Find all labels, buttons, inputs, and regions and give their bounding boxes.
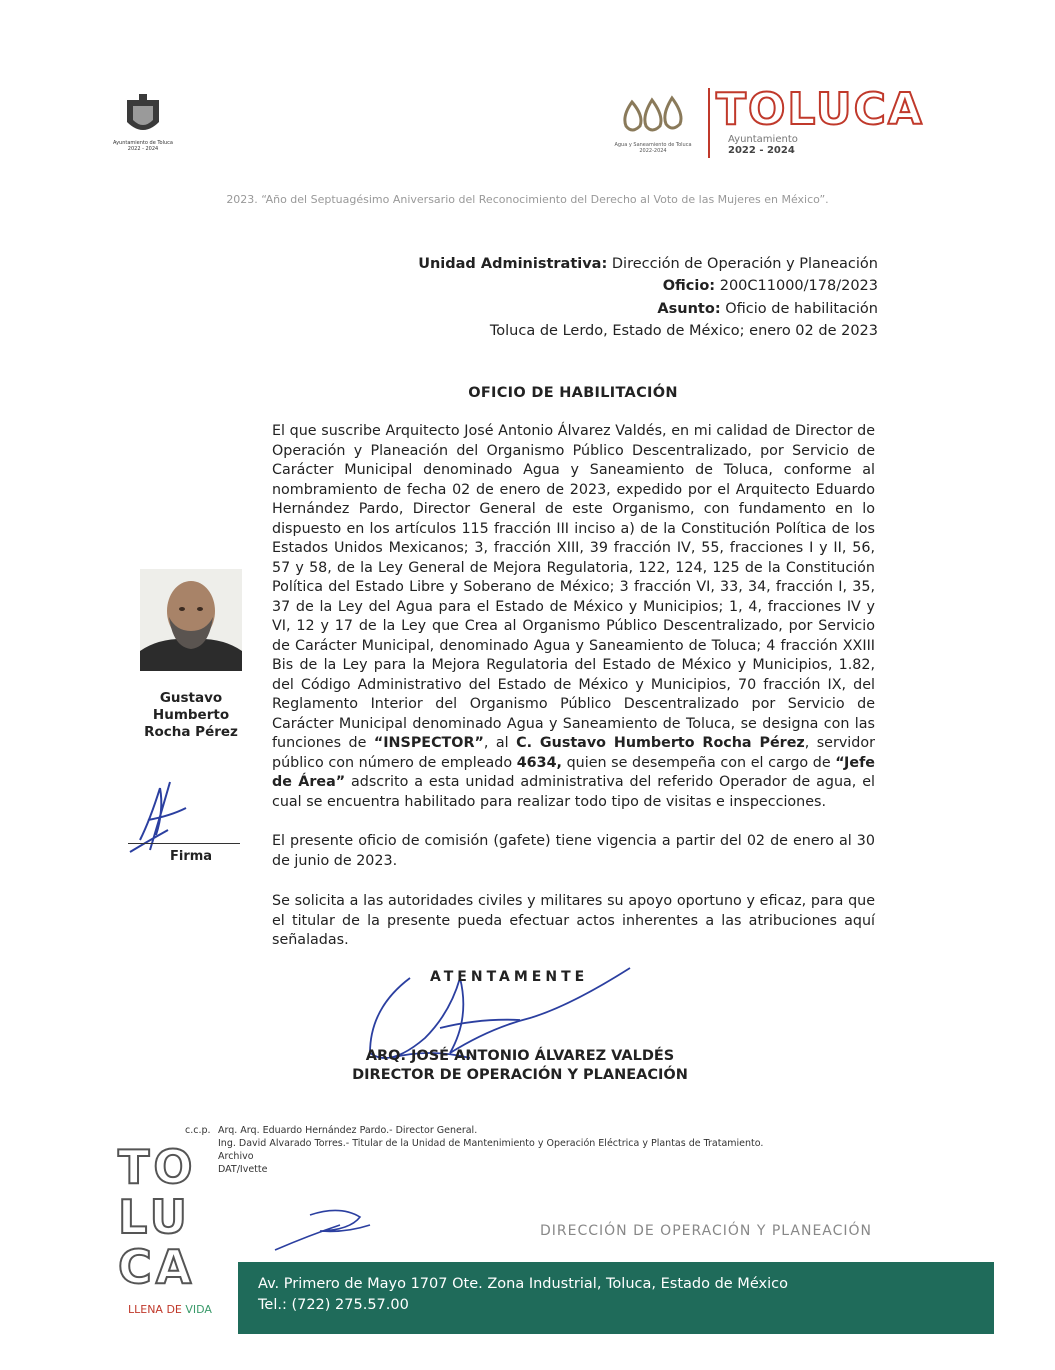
initials-signature — [270, 1195, 380, 1255]
tagline-part-3: VIDA — [185, 1303, 212, 1316]
atentamente-label: ATENTAMENTE — [430, 969, 589, 985]
footer-address: Av. Primero de Mayo 1707 Ote. Zona Industrial, Toluca, Estado de México — [258, 1276, 788, 1292]
place-date: Toluca de Lerdo, Estado de México; enero 02 de 2023 — [489, 323, 878, 339]
p1-text-c: , al — [483, 735, 517, 751]
toluca-ayuntamiento-logo — [716, 84, 926, 158]
firma-label: Firma — [170, 849, 213, 864]
footer-phone: Tel.: (722) 275.57.00 — [258, 1297, 409, 1313]
unidad-line — [418, 256, 878, 272]
asunto-value: Oficio de habilitación — [725, 301, 878, 317]
p1-role-inspector: “INSPECTOR” — [373, 735, 484, 751]
ccp-block — [185, 1124, 763, 1176]
signature-line — [128, 843, 240, 844]
logo-left-caption: Ayuntamiento de Toluca 2022 - 2024 — [113, 140, 173, 152]
water-drops-icon — [618, 92, 688, 138]
footer-department: DIRECCIÓN DE OPERACIÓN Y PLANEACIÓN — [540, 1223, 873, 1239]
agua-saneamiento-logo — [608, 92, 698, 158]
big-logo-row-2: LU — [118, 1190, 192, 1244]
director-name: ARQ. JOSÉ ANTONIO ÁLVAREZ VALDÉS — [365, 1048, 675, 1064]
oficio-value: 200C11000/178/2023 — [719, 278, 878, 294]
p1-text-g: quien se desempeña con el cargo de — [561, 754, 836, 771]
toluca-wordmark: TOLUCA — [716, 84, 924, 135]
body-paragraph-1 — [272, 422, 875, 812]
tagline-part-2: DE — [162, 1303, 186, 1316]
unidad-label: Unidad Administrativa: — [418, 256, 608, 272]
ccp-line-2: Ing. David Alvarado Torres.- Titular de la Unidad de Mantenimiento y Operación Eléctrica y Plantas de Tratamiento. — [218, 1138, 764, 1149]
unidad-value: Dirección de Operación y Planeación — [611, 256, 878, 272]
logo-divider — [708, 88, 710, 158]
director-role: DIRECTOR DE OPERACIÓN Y PLANEACIÓN — [352, 1067, 688, 1083]
body-paragraph-3: Se solicita a las autoridades civiles y militares su apoyo oportuno y eficaz, para que el titular de la presente pueda efectuar actos inherentes a las atribuciones aquí señaladas. — [272, 893, 875, 948]
ccp-line-3: Archivo — [218, 1151, 254, 1162]
inspector-photo — [140, 569, 242, 671]
toluca-logo-years: 2022 - 2024 — [728, 145, 795, 156]
person-photo-icon — [140, 569, 242, 671]
tagline — [128, 1303, 212, 1316]
big-logo-row-1: TO — [118, 1140, 197, 1194]
year-motto: 2023. “Año del Septuagésimo Aniversario del Reconocimiento del Derecho al Voto de las Mujeres en México”. — [226, 193, 829, 206]
p1-text-e: , servidor público con número de empleado — [272, 735, 875, 771]
p1-employee-name: C. Gustavo Humberto Rocha Pérez — [516, 735, 805, 751]
document-title: OFICIO DE HABILITACIÓN — [468, 385, 678, 401]
logo-caas-caption: Agua y Saneamiento de Toluca 2022-2024 — [614, 142, 692, 154]
ccp-line-4: DAT/Ivette — [218, 1164, 268, 1175]
director-block — [330, 1047, 710, 1085]
tagline-part-1: LLENA — [128, 1303, 163, 1316]
inspector-name — [140, 690, 242, 741]
inspector-name-line3: Rocha Pérez — [144, 724, 238, 740]
p1-position: “Jefe de Área” — [272, 754, 875, 790]
inspector-name-line2: Humberto — [152, 707, 230, 723]
p1-text-a: El que suscribe Arquitecto José Antonio Álvarez Valdés, en mi calidad de Director de Operación y Planeación del Organismo Público Descentralizado, por Servicio de Carácter Municipal denominado Agua y Saneamiento de Toluca, conforme al nombramiento de fecha 02 de enero de 2023, expedido por el Arquitecto Eduardo Hernández Pardo, Director General de este Organismo, con fundamento en lo dispuesto en los artículos 115 fracción III inciso a) de la Constitución Política de los Estados Unidos Mexicanos; 3, fracción XIII, 39 fracción IV, 55, fracciones I y II, 56, 57 y 58, de la Ley General de Mejora Regulatoria, 122, 124, 125 de la Constitución Política del Estado Libre y Soberano de México; 3 fracción VI, 33, 34, fracción I, 35, 37 de la Ley del Agua para el Estado de México y Municipios; 1, 4, fracciones IV y VI, 12 y 17 de la Ley que Crea al Organismo Público Descentralizado, por Servicio de Carácter Municipal, denominado Agua y Saneamiento de Toluca; 4 fracción XXIII Bis de la Ley para la Mejora Regulatoria del Estado de México y Municipios, 1.82, del Código Administrativo del Estado de México y Municipios, 70 fracción IX, del Reglamento Interior del Organismo Público Descentralizado por Servicio de Carácter Municipal denominado Agua y Saneamiento de Toluca, se designa con las funciones de — [272, 423, 875, 751]
municipal-coat-of-arms-logo — [110, 92, 176, 154]
toluca-big-logo — [118, 1142, 218, 1302]
toluca-logo-subtitle: Ayuntamiento — [728, 134, 798, 145]
oficio-label: Oficio: — [662, 278, 716, 294]
big-logo-row-3: CA — [118, 1240, 196, 1294]
asunto-label: Asunto: — [657, 301, 721, 317]
asunto-line — [657, 301, 878, 317]
ccp-line-1: Arq. Arq. Eduardo Hernández Pardo.- Director General. — [218, 1125, 478, 1136]
oficio-line — [663, 278, 878, 294]
inspector-signature — [120, 780, 210, 860]
inspector-name-line1: Gustavo — [159, 690, 223, 706]
ccp-label: c.c.p. — [185, 1125, 211, 1136]
coat-of-arms-icon — [121, 92, 165, 140]
p1-text-i: adscrito a esta unidad administrativa del referido Operador de agua, el cual se encuentra habilitado para realizar todo tipo de visitas e inspecciones. — [272, 774, 875, 810]
p1-employee-number: 4634, — [516, 754, 562, 771]
body-paragraph-2: El presente oficio de comisión (gafete) tiene vigencia a partir del 02 de enero al 30 de junio de 2023. — [272, 833, 875, 869]
